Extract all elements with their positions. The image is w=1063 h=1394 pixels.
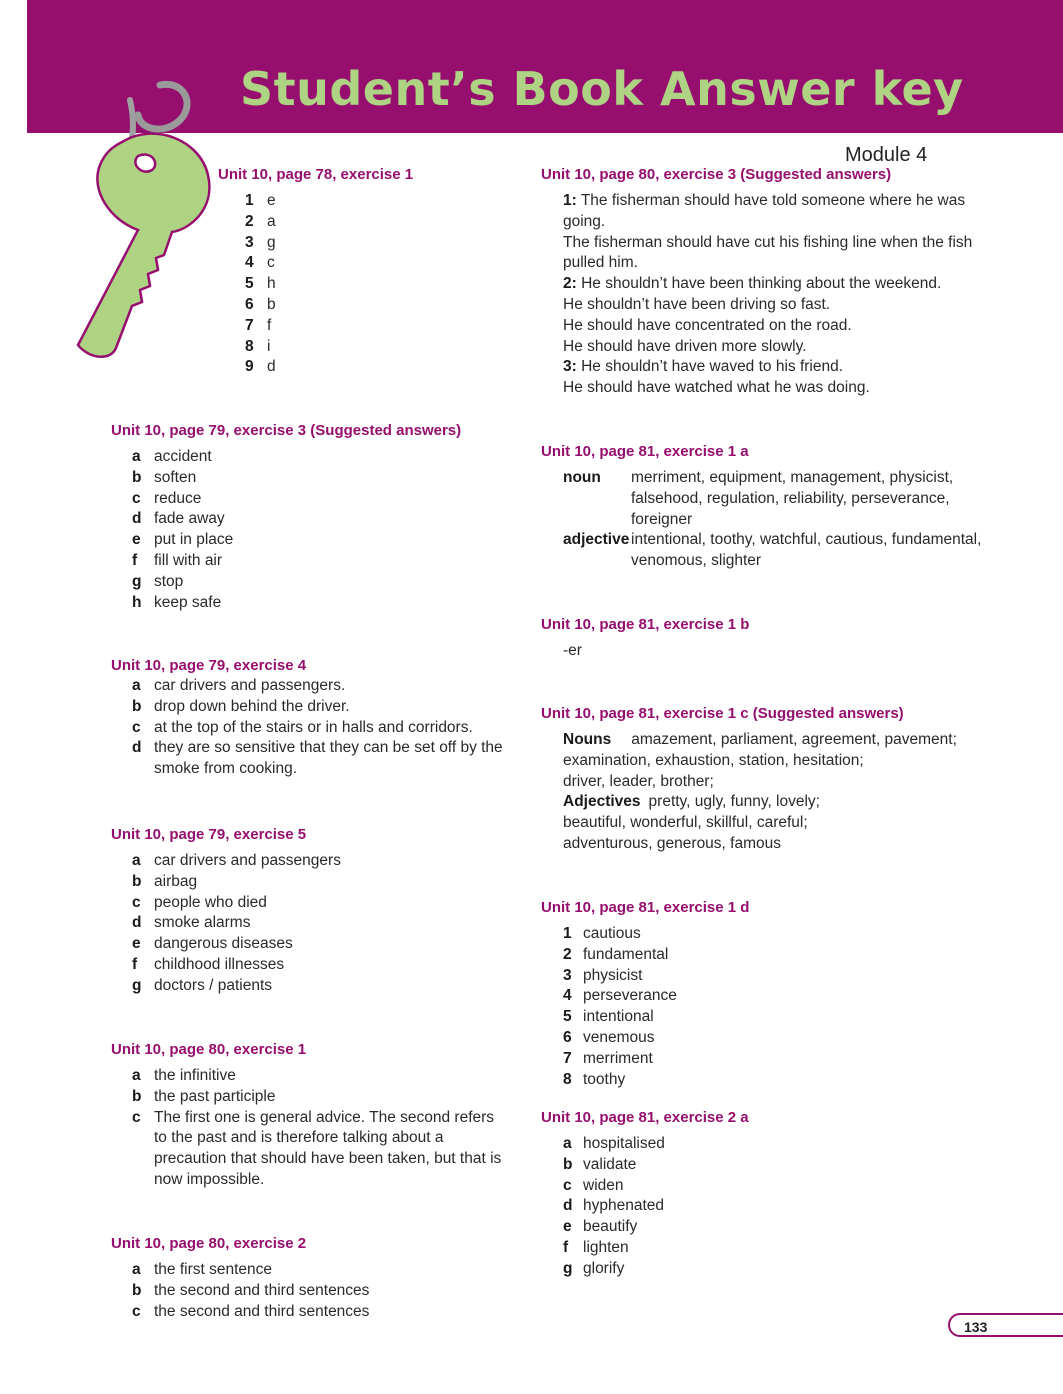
section-u10-p78-ex1	[218, 165, 498, 378]
answer-text	[563, 468, 983, 572]
page-title: Student’s Book Answer key	[240, 62, 964, 116]
list-item: a car drivers and passengers	[132, 852, 341, 869]
list-item: a the first sentence	[132, 1261, 273, 1278]
list-item: g doctors / patients	[132, 976, 273, 994]
list-item: d smoke alarms	[132, 914, 251, 932]
answer-text	[563, 191, 988, 399]
answer-text	[563, 730, 993, 855]
list-item: 1 cautious	[563, 925, 641, 942]
list-item: b the past participle	[132, 1087, 276, 1105]
list-item: 2 a	[245, 212, 276, 230]
list-item: c at the top of the stairs or in halls and corridors.	[132, 718, 473, 736]
list-item: b drop down behind the driver.	[132, 697, 350, 715]
list-item: 4 c	[245, 254, 275, 272]
section-title: Unit 10, page 81, exercise 1 c (Suggested answers)	[541, 705, 904, 722]
section-u10-p80-ex1	[111, 1040, 521, 1191]
list-item: 8 i	[245, 337, 271, 355]
list-item: c the second and third sentences	[132, 1302, 370, 1320]
list-item: 6 b	[245, 295, 276, 313]
answer-list	[132, 851, 521, 997]
list-item: 2 fundamental	[563, 945, 669, 963]
list-item: 5 h	[245, 275, 276, 293]
section-title: Unit 10, page 80, exercise 2	[111, 1235, 307, 1252]
section-u10-p81-ex1a	[541, 442, 991, 572]
section-u10-p81-ex1c	[541, 704, 991, 855]
list-item: 7 merriment	[563, 1049, 653, 1067]
list-item: 1 e	[245, 192, 276, 209]
page-number: 133	[948, 1313, 1063, 1337]
list-item: d they are so sensitive that they can be set off by the smoke from cooking.	[132, 739, 503, 778]
section-title: Unit 10, page 79, exercise 4	[111, 657, 307, 674]
list-item: a hospitalised	[563, 1135, 665, 1152]
list-item: c The first one is general advice. The second refers to the past and is therefore talking about a precaution that should have been taken, but that is now impossible.	[132, 1108, 502, 1188]
answer-line: 1: The fisherman should have told someone where he was going.	[563, 192, 966, 230]
section-u10-p79-ex5	[111, 825, 521, 997]
answer-line: The fisherman should have cut his fishing line when the fish pulled him.	[563, 233, 973, 272]
list-item: b soften	[132, 468, 197, 486]
answer-line: He should have driven more slowly.	[563, 337, 807, 355]
answer-line: examination, exhaustion, station, hesitation;	[563, 751, 864, 769]
list-item: c people who died	[132, 893, 267, 911]
list-item: 3 g	[245, 233, 276, 251]
list-item: f lighten	[563, 1238, 629, 1256]
list-item: b validate	[563, 1155, 637, 1173]
section-title: Unit 10, page 81, exercise 1 a	[541, 443, 749, 460]
list-item: f fill with air	[132, 551, 223, 569]
list-item: a accident	[132, 448, 212, 465]
section-title: Unit 10, page 81, exercise 1 b	[541, 616, 750, 633]
list-item: e put in place	[132, 531, 234, 549]
section-u10-p81-ex1d	[541, 898, 991, 1090]
section-u10-p80-ex2	[111, 1234, 521, 1322]
list-item: c widen	[563, 1176, 624, 1194]
section-u10-p79-ex4	[111, 656, 521, 780]
list-item: 3 physicist	[563, 966, 643, 984]
list-item: g stop	[132, 572, 184, 590]
answer-line: 3: He shouldn’t have waved to his friend.	[563, 358, 844, 376]
answer-line: beautiful, wonderful, skillful, careful;	[563, 814, 808, 832]
answer-line: 2: He shouldn’t have been thinking about the weekend.	[563, 275, 942, 293]
list-item: 6 venemous	[563, 1028, 655, 1046]
list-item: 8 toothy	[563, 1070, 626, 1088]
answer-line: adventurous, generous, famous	[563, 834, 781, 852]
section-title: Unit 10, page 80, exercise 1	[111, 1041, 307, 1058]
list-item: a car drivers and passengers.	[132, 677, 346, 694]
answer-list	[245, 191, 498, 378]
list-item: g glorify	[563, 1259, 625, 1277]
section-u10-p81-ex2a	[541, 1108, 991, 1280]
answer-list	[563, 924, 991, 1090]
answer-line: Adjectives pretty, ugly, funny, lovely;	[563, 793, 820, 811]
answer-line: He should have watched what he was doing.	[563, 379, 870, 397]
list-item: 7 f	[245, 316, 272, 334]
list-item: a the infinitive	[132, 1067, 236, 1084]
list-item: h keep safe	[132, 593, 222, 611]
list-item: b the second and third sentences	[132, 1281, 370, 1299]
section-title: Unit 10, page 78, exercise 1	[218, 166, 414, 183]
section-u10-p81-ex1b	[541, 615, 991, 662]
list-item: d fade away	[132, 510, 225, 528]
answer-line: He shouldn’t have been driving so fast.	[563, 295, 831, 313]
answer-line: driver, leader, brother;	[563, 772, 714, 790]
answer-line: Nouns amazement, parliament, agreement, pavement;	[563, 731, 957, 748]
section-title: Unit 10, page 79, exercise 5	[111, 826, 307, 843]
list-item: e dangerous diseases	[132, 935, 293, 953]
answer-line: He should have concentrated on the road.	[563, 316, 852, 334]
list-item: d hyphenated	[563, 1197, 665, 1215]
section-title: Unit 10, page 81, exercise 2 a	[541, 1109, 749, 1126]
list-item: b airbag	[132, 872, 198, 890]
answer-list	[132, 447, 521, 613]
answer-line: -er	[563, 642, 582, 659]
list-item: 4 perseverance	[563, 987, 677, 1005]
list-item: 9 d	[245, 358, 276, 376]
section-u10-p79-ex3	[111, 421, 521, 613]
section-title: Unit 10, page 79, exercise 3 (Suggested answers)	[111, 422, 462, 439]
section-title: Unit 10, page 80, exercise 3 (Suggested answers)	[541, 166, 892, 183]
answer-list	[563, 1134, 991, 1280]
list-item: f childhood illnesses	[132, 955, 285, 973]
module-label: Module 4	[845, 144, 928, 166]
section-title: Unit 10, page 81, exercise 1 d	[541, 899, 750, 916]
noun-row: noun merriment, equipment, management, physicist, falsehood, regulation, reliability, perseverance, foreigner	[563, 469, 954, 528]
section-u10-p80-ex3	[541, 165, 991, 399]
adjective-row: adjective intentional, toothy, watchful, cautious, fundamental, venomous, slighter	[563, 531, 982, 570]
list-item: 5 intentional	[563, 1008, 654, 1026]
list-item: e beautify	[563, 1218, 638, 1236]
answer-list	[132, 676, 521, 780]
answer-list	[132, 1260, 521, 1322]
key-shape	[78, 134, 209, 357]
answer-list	[132, 1066, 521, 1191]
list-item: c reduce	[132, 489, 202, 507]
key-illustration	[60, 80, 220, 360]
